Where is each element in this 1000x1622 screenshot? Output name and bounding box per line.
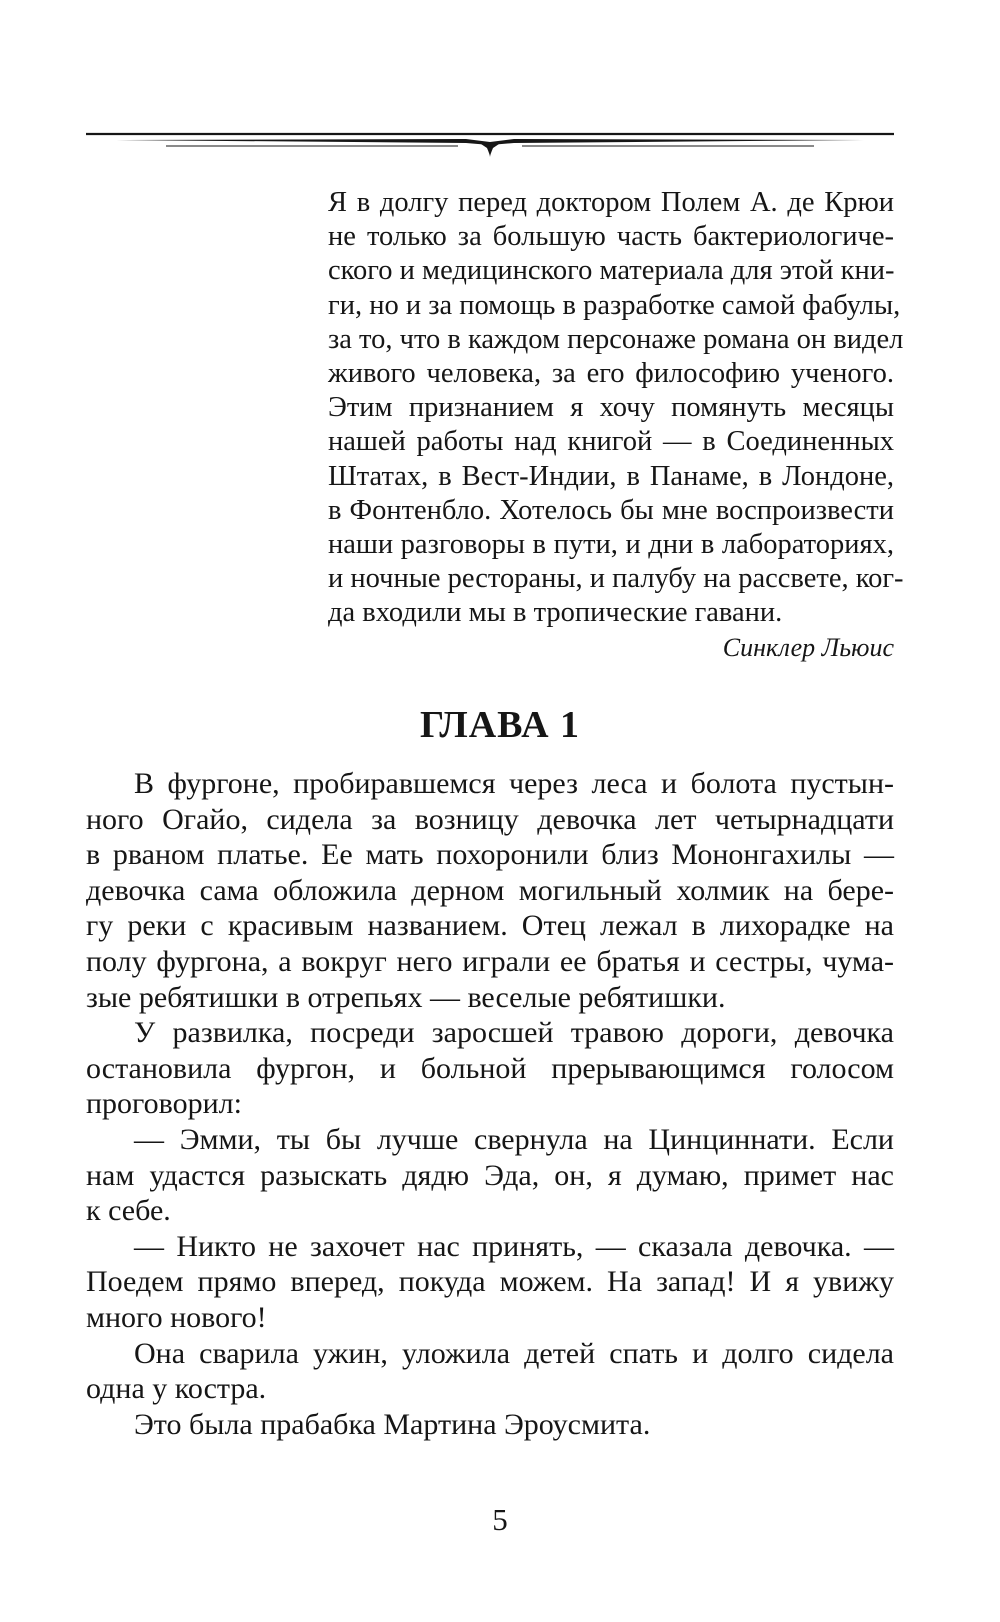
body-line: нам удастся разыскать дядю Эда, он, я думаю, примет нас bbox=[86, 1158, 894, 1192]
dedication-line: не только за большую часть бактериологиче- bbox=[328, 221, 894, 253]
dedication-line: Штатах, в Вест-Индии, в Панаме, в Лондоне, bbox=[328, 460, 894, 492]
dedication-line: за то, что в каждом персонаже романа он видел bbox=[328, 323, 904, 355]
dedication-line: и ночные рестораны, и палубу на рассвете, ког- bbox=[328, 563, 904, 595]
chapter-title: ГЛАВА 1 bbox=[419, 704, 581, 746]
dedication-line: наши разговоры в пути, и дни в лабораториях, bbox=[328, 528, 894, 560]
dedication bbox=[328, 186, 904, 665]
body-line: гу реки с красивым названием. Отец лежал в лихорадке на bbox=[86, 909, 894, 943]
body-line: проговорил: bbox=[86, 1087, 242, 1121]
page-number: 5 bbox=[492, 1502, 508, 1537]
body-line: ного Огайо, сидела за возницу девочка лет четырнадцати bbox=[86, 802, 894, 836]
body-line: Поедем прямо вперед, покуда можем. На запад! И я увижу bbox=[86, 1265, 894, 1299]
ornamental-rule bbox=[86, 128, 894, 168]
dedication-line: ги, но и за помощь в разработке самой фабулы, bbox=[328, 289, 901, 321]
body-line: — Никто не захочет нас принять, — сказала девочка. — bbox=[134, 1229, 894, 1263]
dedication-line: Этим признанием я хочу помянуть месяцы bbox=[328, 392, 894, 424]
body-line: к себе. bbox=[86, 1194, 171, 1228]
dedication-signature: Синклер Льюис bbox=[722, 633, 894, 663]
body-line: в рваном платье. Ее мать похоронили близ Мононгахилы — bbox=[86, 838, 894, 872]
dedication-line: живого человека, за его философию ученого. bbox=[328, 357, 894, 389]
dedication-line: ского и медицинского материала для этой кни- bbox=[328, 255, 895, 287]
chapter-body bbox=[86, 766, 894, 1442]
rule-center-drop-ornament bbox=[478, 142, 502, 157]
body-line: Это была прабабка Мартина Эроусмита. bbox=[134, 1407, 651, 1441]
body-line: одна у костра. bbox=[86, 1372, 267, 1406]
dedication-line: Я в долгу перед доктором Полем А. де Крюи bbox=[328, 187, 894, 218]
body-line: полу фургона, а вокруг него играли ее братья и сестры, чума- bbox=[86, 944, 894, 978]
dedication-line: нашей работы над книгой — в Соединенных bbox=[328, 426, 894, 458]
body-line: остановила фургон, и больной прерывающимся голосом bbox=[86, 1051, 894, 1085]
body-line: зые ребятишки в отрепьях — веселые ребятишки. bbox=[86, 980, 726, 1014]
body-line: Она сварила ужин, уложила детей спать и долго сидела bbox=[134, 1336, 894, 1370]
dedication-line: да входили мы в тропические гавани. bbox=[328, 597, 783, 629]
body-line: В фургоне, пробиравшемся через леса и болота пустын- bbox=[134, 767, 894, 800]
dedication-line: в Фонтенбло. Хотелось бы мне воспроизвести bbox=[328, 494, 894, 526]
body-line: У развилка, посреди заросшей травою дороги, девочка bbox=[134, 1016, 894, 1050]
body-line: — Эмми, ты бы лучше свернула на Цинциннати. Если bbox=[134, 1122, 894, 1156]
body-line: девочка сама обложила дерном могильный холмик на бере- bbox=[86, 873, 894, 907]
body-line: много нового! bbox=[86, 1300, 267, 1334]
